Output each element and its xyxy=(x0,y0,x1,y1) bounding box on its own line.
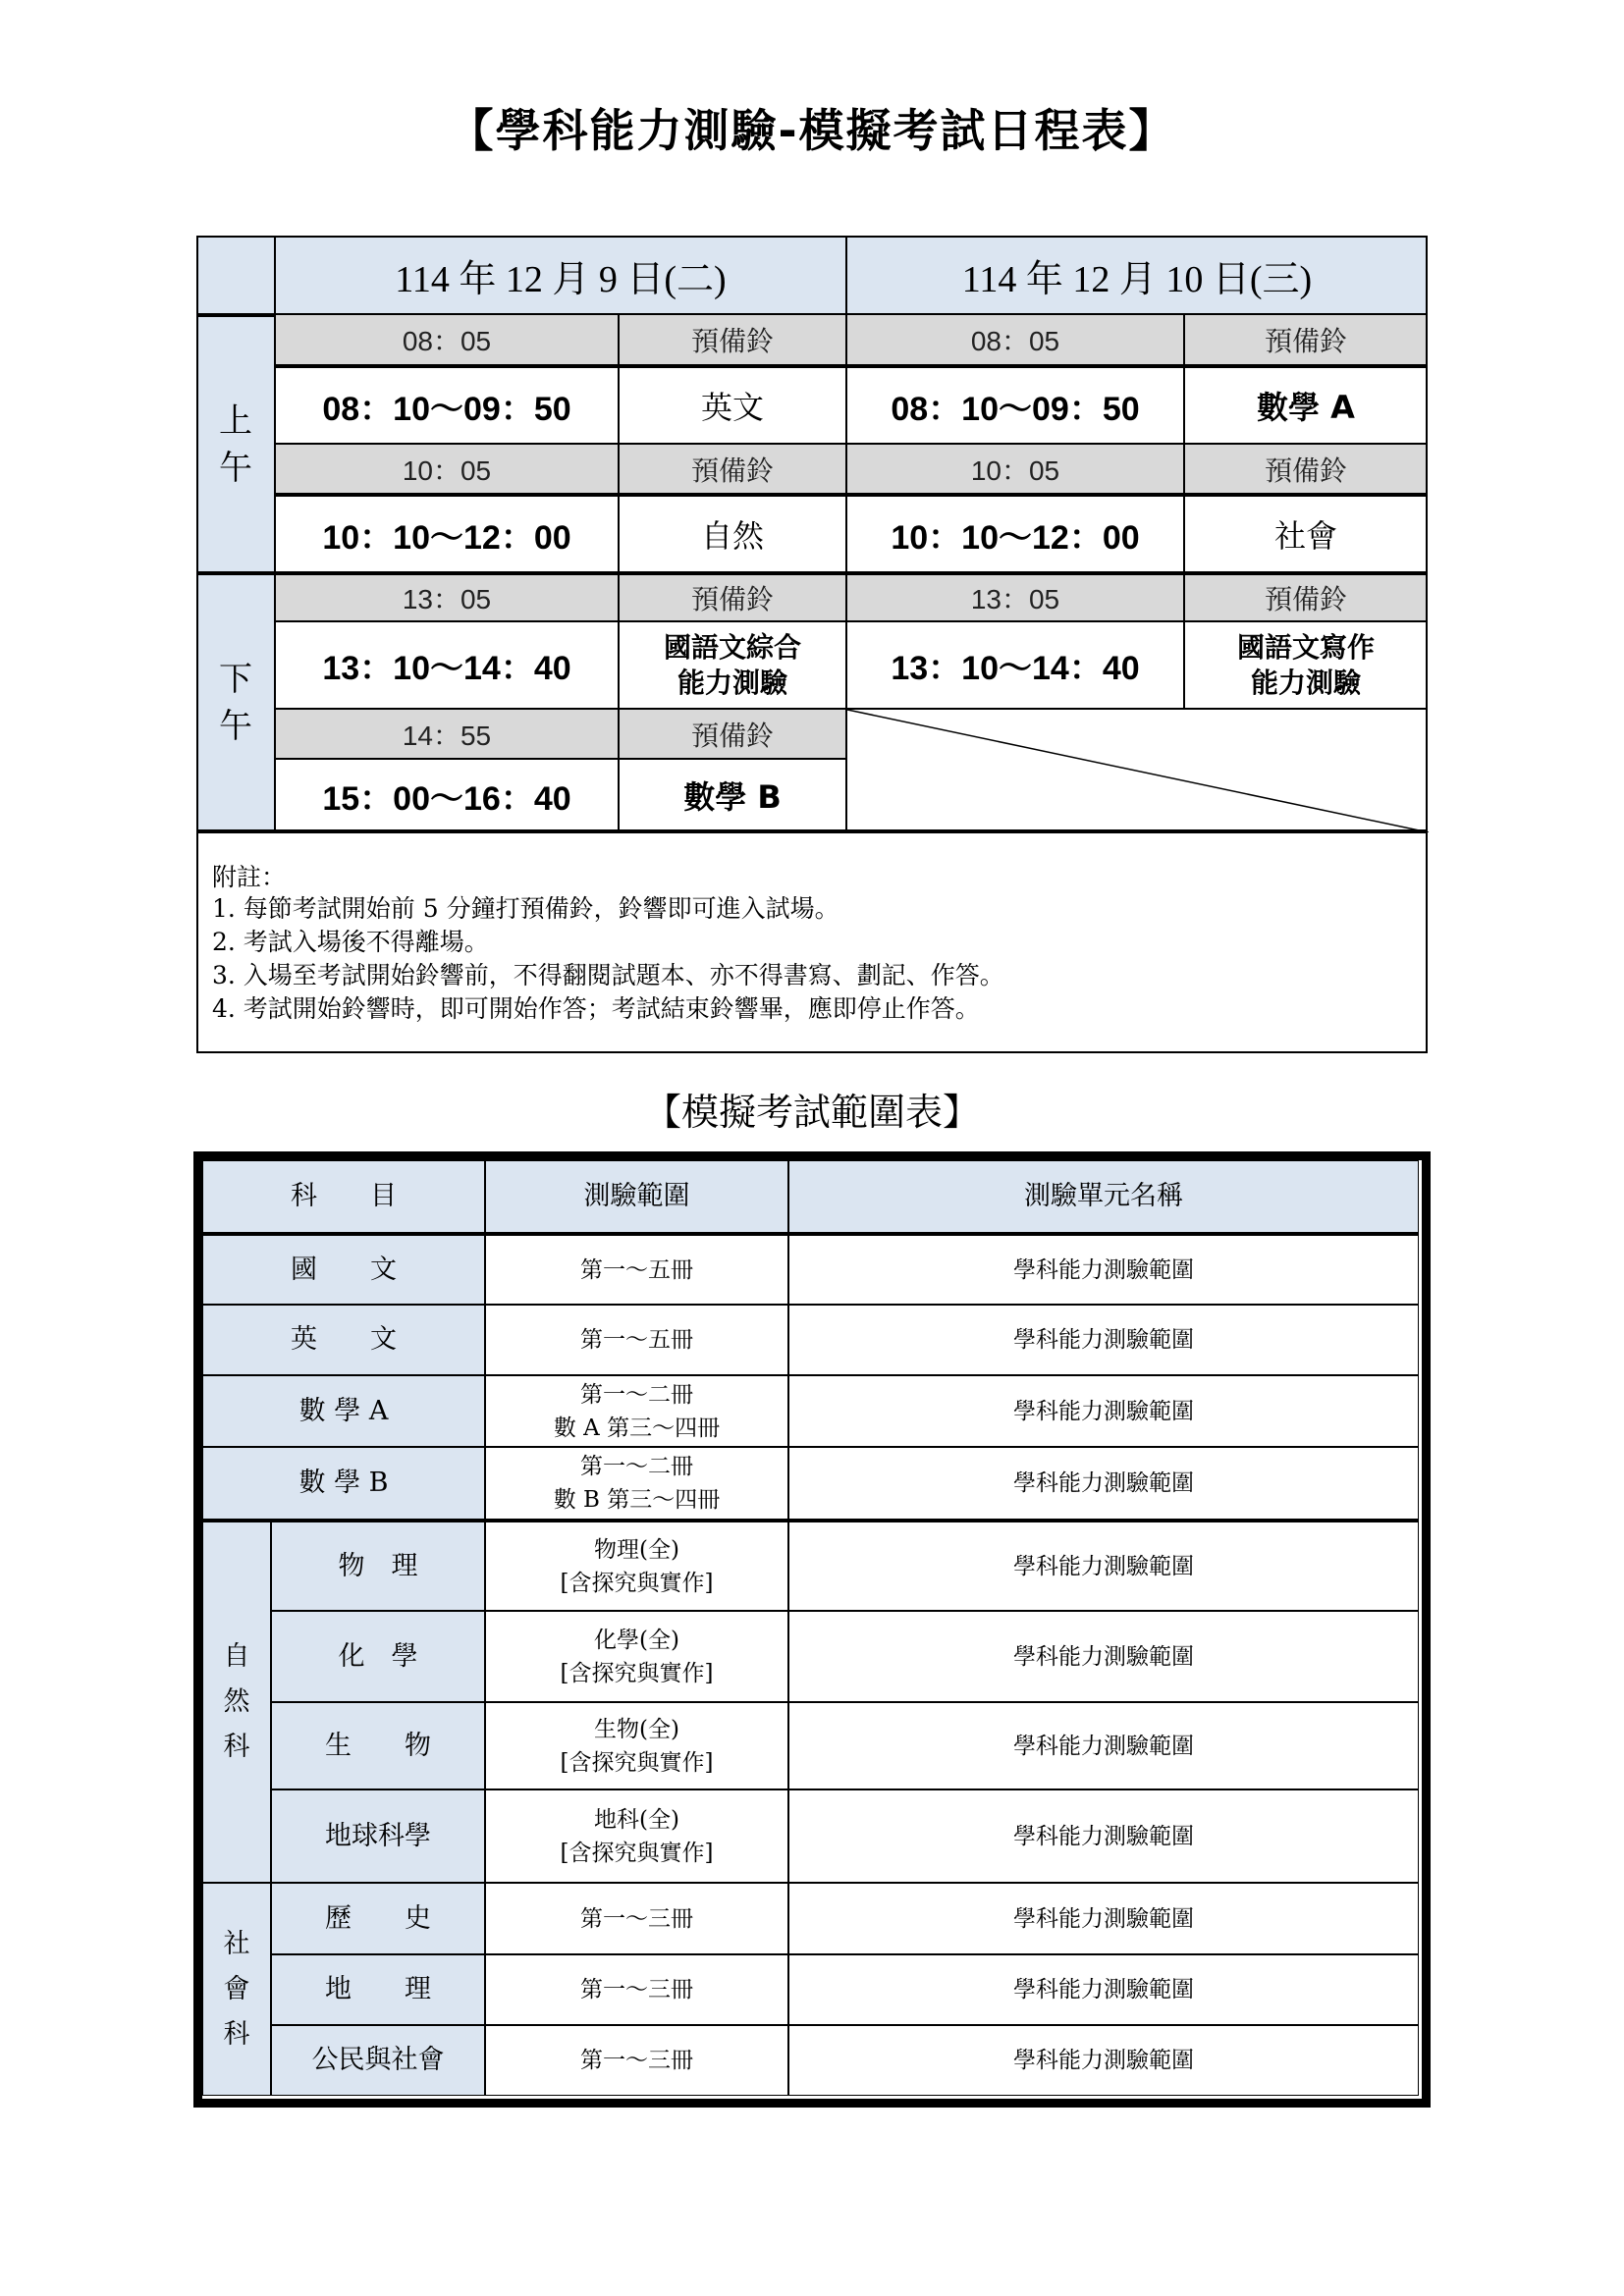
note-item: 4. 考試開始鈴響時，即可開始作答；考試結束鈴響畢，應即停止作答。 xyxy=(212,994,980,1023)
day2-bell-time-2: 10：05 xyxy=(846,444,1184,494)
day1-subject-2: 自然 xyxy=(619,494,846,572)
group-char: 科 xyxy=(223,2018,250,2050)
scope-group-social xyxy=(202,1883,271,2096)
scope-unit: 學科能力測驗範圍 xyxy=(788,1233,1419,1305)
period-morning-char: 午 xyxy=(219,448,252,488)
scope-range xyxy=(485,1447,788,1520)
scope-unit: 學科能力測驗範圍 xyxy=(788,1883,1419,1954)
scope-range-line: 地科(全) xyxy=(594,1806,679,1833)
notes-box xyxy=(196,831,1428,1053)
period-morning xyxy=(196,314,275,572)
scope-subject: 生 物 xyxy=(271,1702,485,1789)
notes-heading: 附註： xyxy=(212,863,287,891)
scope-range-line: 生物(全) xyxy=(594,1716,679,1742)
day1-subject-3-line1: 國語文綜合 xyxy=(663,630,801,664)
day2-bell-label-2: 預備鈴 xyxy=(1184,444,1428,494)
day1-bell-time-2: 10：05 xyxy=(275,444,619,494)
day1-bell-time-3: 13：05 xyxy=(275,572,619,621)
scope-subject: 國 文 xyxy=(202,1233,485,1305)
scope-header-range: 測驗範圍 xyxy=(485,1160,788,1233)
day2-header: 114 年 12 月 10 日(三) xyxy=(846,236,1428,314)
day1-subject-4: 數學 B xyxy=(619,759,846,831)
scope-unit: 學科能力測驗範圍 xyxy=(788,1954,1419,2025)
scope-unit: 學科能力測驗範圍 xyxy=(788,1702,1419,1789)
group-char: 會 xyxy=(223,1973,250,2004)
day1-subject-1: 英文 xyxy=(619,365,846,444)
day2-bell-time-3: 13：05 xyxy=(846,572,1184,621)
period-morning-char: 上 xyxy=(219,400,252,441)
scope-range-line: 第一～二冊 xyxy=(580,1381,693,1408)
day2-slot-2: 10：10～12：00 xyxy=(846,494,1184,572)
corner-cell xyxy=(196,236,275,314)
scope-subject: 英 文 xyxy=(202,1305,485,1375)
day1-bell-label-1: 預備鈴 xyxy=(619,314,846,365)
day1-bell-label-3: 預備鈴 xyxy=(619,572,846,621)
scope-range-line: 第一～五冊 xyxy=(580,1327,693,1353)
scope-range-line: 第一～二冊 xyxy=(580,1454,693,1479)
scope-range xyxy=(485,1611,788,1702)
group-char: 自 xyxy=(223,1641,250,1672)
scope-range xyxy=(485,1883,788,1954)
scope-header-unit: 測驗單元名稱 xyxy=(788,1160,1419,1233)
scope-range-line: 第一～三冊 xyxy=(580,1905,693,1932)
day2-subject-3-line2: 能力測驗 xyxy=(1250,666,1361,699)
scope-subject: 數 學 A xyxy=(202,1375,485,1447)
diagonal-line xyxy=(847,710,1429,832)
scope-unit: 學科能力測驗範圍 xyxy=(788,2025,1419,2096)
scope-range xyxy=(485,1305,788,1375)
day1-bell-label-2: 預備鈴 xyxy=(619,444,846,494)
schedule-title: 【學科能力測驗-模擬考試日程表】 xyxy=(448,104,1176,157)
day1-header: 114 年 12 月 9 日(二) xyxy=(275,236,846,314)
scope-range xyxy=(485,1954,788,2025)
day1-subject-3-line2: 能力測驗 xyxy=(677,666,787,699)
note-item: 3. 入場至考試開始鈴響前，不得翻閱試題本、亦不得書寫、劃記、作答。 xyxy=(212,961,1004,989)
scope-range-line: 數 B 第三～四冊 xyxy=(553,1487,721,1513)
day1-subject-3 xyxy=(619,621,846,709)
day1-bell-time-4: 14：55 xyxy=(275,709,619,759)
period-afternoon-char: 午 xyxy=(219,707,252,746)
day2-slot-3: 13：10～14：40 xyxy=(846,621,1184,709)
scope-subject: 化 學 xyxy=(271,1611,485,1702)
scope-unit: 學科能力測驗範圍 xyxy=(788,1611,1419,1702)
empty-slot-cell xyxy=(846,709,1428,831)
scope-unit: 學科能力測驗範圍 xyxy=(788,1789,1419,1883)
day1-bell-label-4: 預備鈴 xyxy=(619,709,846,759)
group-char: 科 xyxy=(223,1732,250,1762)
scope-range-line: [含探究與實作] xyxy=(560,1570,714,1596)
day2-subject-2: 社會 xyxy=(1184,494,1428,572)
scope-group-science xyxy=(202,1520,271,1883)
scope-range-line: [含探究與實作] xyxy=(560,1840,714,1866)
scope-range-line: [含探究與實作] xyxy=(560,1660,714,1686)
day2-subject-3 xyxy=(1184,621,1428,709)
scope-range-line: 物理(全) xyxy=(594,1536,679,1563)
scope-subject: 物 理 xyxy=(271,1520,485,1611)
scope-range xyxy=(485,1520,788,1611)
note-item: 2. 考試入場後不得離場。 xyxy=(212,928,489,956)
scope-range-line: 第一～三冊 xyxy=(580,2048,693,2073)
scope-subject: 地 理 xyxy=(271,1954,485,2025)
note-item: 1. 每節考試開始前 5 分鐘打預備鈴，鈴響即可進入試場。 xyxy=(212,894,839,923)
scope-header-subject: 科 目 xyxy=(202,1160,485,1233)
day1-bell-time-1: 08：05 xyxy=(275,314,619,365)
day2-bell-time-1: 08：05 xyxy=(846,314,1184,365)
day2-subject-3-line1: 國語文寫作 xyxy=(1236,630,1375,664)
period-afternoon xyxy=(196,572,275,831)
period-afternoon-char: 下 xyxy=(219,660,252,699)
scope-subject: 公民與社會 xyxy=(271,2025,485,2096)
scope-title: 【模擬考試範圍表】 xyxy=(643,1091,980,1134)
scope-range-line: [含探究與實作] xyxy=(560,1749,714,1776)
scope-range xyxy=(485,1375,788,1447)
day2-bell-label-1: 預備鈴 xyxy=(1184,314,1428,365)
day1-slot-3: 13：10～14：40 xyxy=(275,621,619,709)
day1-slot-2: 10：10～12：00 xyxy=(275,494,619,572)
scope-range xyxy=(485,1702,788,1789)
scope-unit: 學科能力測驗範圍 xyxy=(788,1375,1419,1447)
scope-range-line: 化學(全) xyxy=(594,1627,679,1653)
day1-slot-1: 08：10～09：50 xyxy=(275,365,619,444)
group-char: 然 xyxy=(223,1686,250,1717)
day2-bell-label-3: 預備鈴 xyxy=(1184,572,1428,621)
scope-unit: 學科能力測驗範圍 xyxy=(788,1447,1419,1520)
scope-subject: 地球科學 xyxy=(271,1789,485,1883)
scope-subject: 數 學 B xyxy=(202,1447,485,1520)
scope-range-line: 數 A 第三～四冊 xyxy=(553,1415,721,1441)
scope-range-line: 第一～五冊 xyxy=(580,1256,693,1283)
scope-range xyxy=(485,2025,788,2096)
day2-slot-1: 08：10～09：50 xyxy=(846,365,1184,444)
scope-unit: 學科能力測驗範圍 xyxy=(788,1520,1419,1611)
scope-range xyxy=(485,1789,788,1883)
day1-slot-4: 15：00～16：40 xyxy=(275,759,619,831)
day2-subject-1: 數學 A xyxy=(1184,365,1428,444)
scope-range xyxy=(485,1233,788,1305)
group-char: 社 xyxy=(223,1928,250,1959)
scope-range-line: 第一～三冊 xyxy=(580,1977,693,2002)
scope-unit: 學科能力測驗範圍 xyxy=(788,1305,1419,1375)
scope-subject: 歷 史 xyxy=(271,1883,485,1954)
